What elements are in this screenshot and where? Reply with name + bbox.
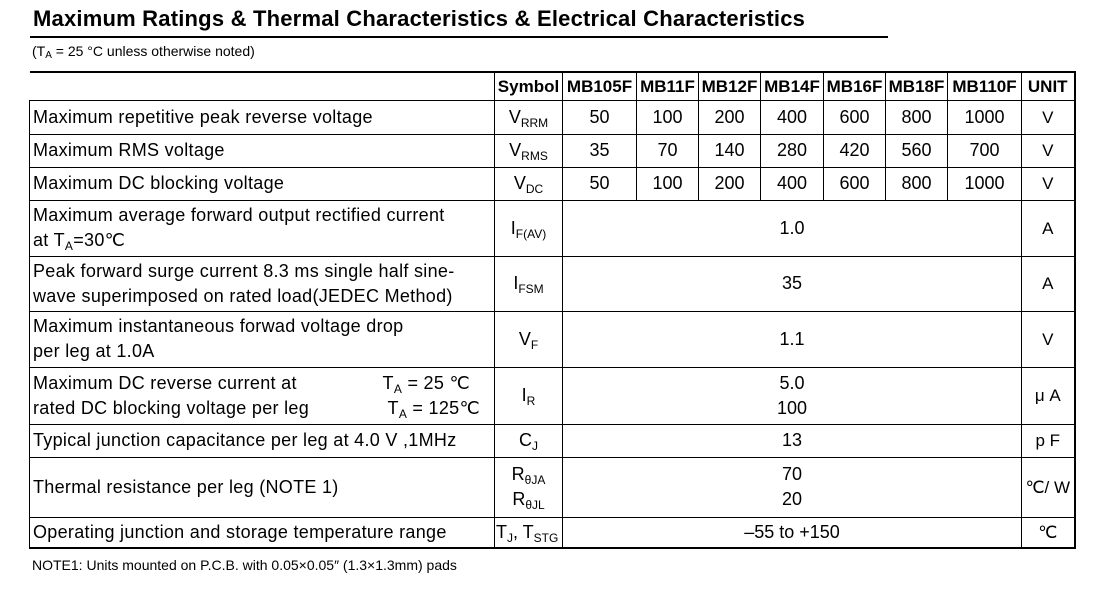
header-blank-cell: [30, 72, 495, 100]
parameter-cell: Thermal resistance per leg (NOTE 1): [30, 457, 495, 517]
value-cell: 420: [824, 134, 886, 167]
value-cell: 400: [761, 167, 824, 200]
value-cell: 1.1: [563, 311, 1022, 367]
symbol-cell: $V_{RRM}$: [495, 100, 563, 134]
parameter-cell: Peak forward surge current 8.3 ms single half sine- wave superimposed on rated load(JEDEC Method): [30, 256, 495, 311]
table-row: [30, 517, 1075, 548]
value-cell: 35: [563, 256, 1022, 311]
table-row: [30, 311, 1075, 367]
value-cell: 560: [886, 134, 948, 167]
table-row: [30, 424, 1075, 457]
symbol-cell: $T_J$, $T_{STG}$: [495, 517, 563, 548]
parameter-cell: Maximum average forward output rectified current at $T_A=30℃$: [30, 200, 495, 256]
value-cell: 280: [761, 134, 824, 167]
symbol-cell: $I_R$: [495, 367, 563, 424]
unit-cell: A: [1022, 256, 1075, 311]
table-row: [30, 100, 1075, 134]
column-header: MB18F: [886, 72, 948, 100]
title-underline: [30, 36, 888, 38]
table-row: [30, 200, 1075, 256]
parameter-cell: Maximum DC blocking voltage: [30, 167, 495, 200]
footnote: NOTE1: Units mounted on P.C.B. with 0.05×0.05″ (1.3×1.3mm) pads: [32, 557, 457, 573]
value-cell: 50: [563, 100, 637, 134]
symbol-cell: $V_F$: [495, 311, 563, 367]
unit-cell: V: [1022, 311, 1075, 367]
value-cell: 600: [824, 167, 886, 200]
value-cell: 5.0 100: [563, 367, 1022, 424]
value-cell: 70 20: [563, 457, 1022, 517]
value-cell: 140: [699, 134, 761, 167]
value-cell: 100: [637, 100, 699, 134]
value-cell: 200: [699, 167, 761, 200]
unit-cell: ℃/ W: [1022, 457, 1075, 517]
column-header: MB11F: [637, 72, 699, 100]
column-header: MB12F: [699, 72, 761, 100]
symbol-cell: $C_J$: [495, 424, 563, 457]
column-header: MB105F: [563, 72, 637, 100]
table-row: [30, 367, 1075, 424]
parameter-cell: Maximum repetitive peak reverse voltage: [30, 100, 495, 134]
unit-cell: p F: [1022, 424, 1075, 457]
value-cell: 13: [563, 424, 1022, 457]
column-header: UNIT: [1022, 72, 1075, 100]
value-cell: 1000: [948, 167, 1022, 200]
table-row: [30, 134, 1075, 167]
characteristics-table: [29, 71, 1076, 549]
value-cell: 400: [761, 100, 824, 134]
unit-cell: V: [1022, 167, 1075, 200]
column-header: MB110F: [948, 72, 1022, 100]
parameter-cell: Maximum DC reverse current at $T_A = 25$ ℃ rated DC blocking voltage per leg $T_A$ = 125℃: [30, 367, 495, 424]
value-cell: 1000: [948, 100, 1022, 134]
parameter-cell: Maximum RMS voltage: [30, 134, 495, 167]
table-row: [30, 256, 1075, 311]
value-cell: 800: [886, 167, 948, 200]
unit-cell: V: [1022, 100, 1075, 134]
column-header: Symbol: [495, 72, 563, 100]
parameter-cell: Maximum instantaneous forwad voltage drop per leg at 1.0A: [30, 311, 495, 367]
symbol-cell: $R_{\theta JA}$ $R_{\theta JL}$: [495, 457, 563, 517]
parameter-cell: Operating junction and storage temperature range: [30, 517, 495, 548]
symbol-cell: $I_{F(AV)}$: [495, 200, 563, 256]
value-cell: 600: [824, 100, 886, 134]
parameter-cell: Typical junction capacitance per leg at 4.0 V ,1MHz: [30, 424, 495, 457]
page-title: Maximum Ratings & Thermal Characteristics & Electrical Characteristics: [33, 6, 806, 31]
table-row: [30, 457, 1075, 517]
value-cell: 700: [948, 134, 1022, 167]
unit-cell: A: [1022, 200, 1075, 256]
unit-cell: μ A: [1022, 367, 1075, 424]
value-cell: 1.0: [563, 200, 1022, 256]
value-cell: 800: [886, 100, 948, 134]
table-row: [30, 167, 1075, 200]
value-cell: 35: [563, 134, 637, 167]
unit-cell: ℃: [1022, 517, 1075, 548]
unit-cell: V: [1022, 134, 1075, 167]
value-cell: 100: [637, 167, 699, 200]
column-header: MB16F: [824, 72, 886, 100]
symbol-cell: $I_{FSM}$: [495, 256, 563, 311]
value-cell: 70: [637, 134, 699, 167]
value-cell: –55 to +150: [563, 517, 1022, 548]
symbol-cell: $V_{DC}$: [495, 167, 563, 200]
column-header: MB14F: [761, 72, 824, 100]
value-cell: 200: [699, 100, 761, 134]
value-cell: 50: [563, 167, 637, 200]
table-header-row: [30, 72, 1075, 100]
test-condition: ($T_A = 25$ °C unless otherwise noted): [32, 43, 255, 61]
symbol-cell: $V_{RMS}$: [495, 134, 563, 167]
